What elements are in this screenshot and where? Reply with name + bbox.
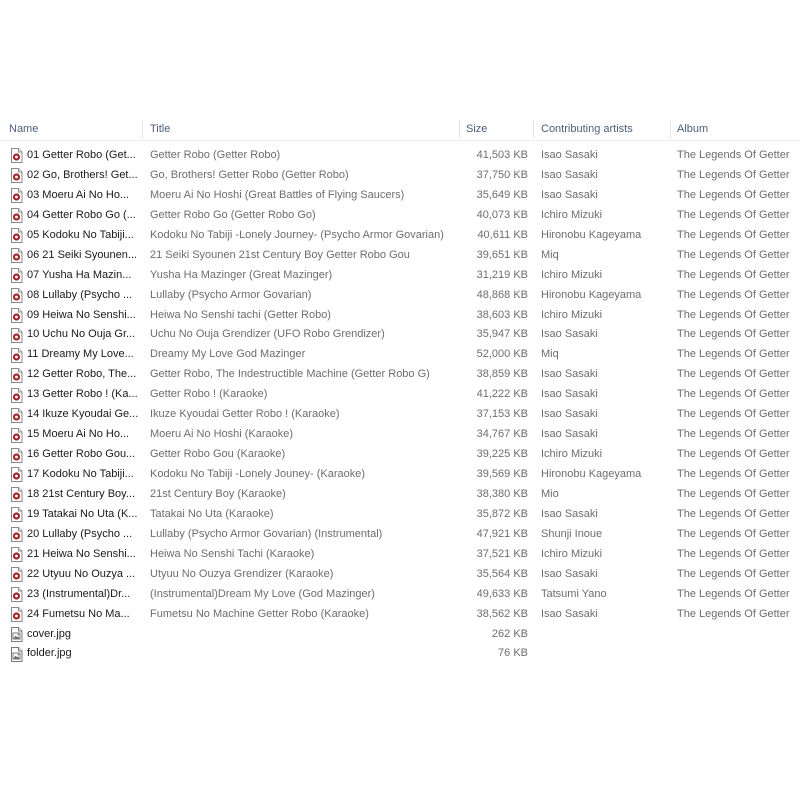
file-contributing-artist: Isao Sasaki <box>541 408 598 421</box>
file-album: The Legends Of Getter <box>677 368 790 381</box>
column-header-album[interactable]: Album <box>677 123 709 135</box>
column-header-contributing-artists[interactable]: Contributing artists <box>541 123 633 135</box>
file-title: Kodoku No Tabiji -Lonely Jouney- (Karaoke) <box>150 468 366 480</box>
file-album: The Legends Of Getter <box>677 408 790 421</box>
file-name[interactable]: 02 Go, Brothers! Get... <box>27 168 138 181</box>
file-size: 35,564 KB <box>476 567 528 580</box>
file-row[interactable] <box>0 505 800 525</box>
file-title: Getter Robo Gou (Karaoke) <box>150 448 286 461</box>
file-name[interactable]: 14 Ikuze Kyoudai Ge... <box>27 408 138 421</box>
file-name[interactable]: 09 Heiwa No Senshi... <box>27 308 136 321</box>
file-contributing-artist: Isao Sasaki <box>541 567 598 580</box>
file-album: The Legends Of Getter <box>677 607 790 620</box>
file-name[interactable]: 01 Getter Robo (Get... <box>27 149 136 161</box>
file-size: 76 KB <box>498 647 528 660</box>
file-row[interactable] <box>0 644 800 664</box>
file-name-cell[interactable] <box>10 465 138 485</box>
audio-file-icon <box>10 567 23 582</box>
file-album: The Legends Of Getter <box>677 228 790 241</box>
file-name-cell[interactable] <box>10 325 138 345</box>
file-name-cell[interactable] <box>10 545 138 565</box>
file-album: The Legends Of Getter <box>677 448 790 461</box>
file-contributing-artist: Miq <box>541 348 559 361</box>
file-name-cell[interactable] <box>10 585 138 605</box>
file-size: 35,947 KB <box>476 328 528 341</box>
file-contributing-artist: Ichiro Mizuki <box>541 448 603 461</box>
file-size: 39,569 KB <box>476 468 528 480</box>
file-album: The Legends Of Getter <box>677 288 790 301</box>
audio-file-icon <box>10 288 23 303</box>
file-album: The Legends Of Getter <box>677 208 790 221</box>
audio-file-icon <box>10 228 23 243</box>
file-name[interactable]: 05 Kodoku No Tabiji... <box>27 228 134 241</box>
file-name[interactable]: 04 Getter Robo Go (... <box>27 208 136 221</box>
file-contributing-artist: Isao Sasaki <box>541 607 598 620</box>
audio-file-icon <box>10 208 23 223</box>
file-album: The Legends Of Getter <box>677 468 790 480</box>
file-album: The Legends Of Getter <box>677 587 790 600</box>
file-title: Lullaby (Psycho Armor Govarian) (Instrumental) <box>150 527 383 540</box>
audio-file-icon <box>10 388 23 403</box>
file-size: 37,521 KB <box>476 547 528 560</box>
file-title: Utyuu No Ouzya Grendizer (Karaoke) <box>150 567 334 580</box>
file-title: Go, Brothers! Getter Robo (Getter Robo) <box>150 168 349 181</box>
file-title: 21st Century Boy (Karaoke) <box>150 487 286 500</box>
audio-file-icon <box>10 368 23 383</box>
file-contributing-artist: Hironobu Kageyama <box>541 228 642 241</box>
file-album: The Legends Of Getter <box>677 248 790 261</box>
column-divider[interactable] <box>459 120 460 138</box>
file-title: Getter Robo, The Indestructible Machine (Getter Robo G) <box>150 368 430 381</box>
file-name-cell[interactable] <box>10 625 138 645</box>
audio-file-icon <box>10 527 23 542</box>
file-size: 37,153 KB <box>476 408 528 421</box>
file-album: The Legends Of Getter <box>677 507 790 520</box>
file-name[interactable]: 07 Yusha Ha Mazin... <box>27 268 132 281</box>
file-title: Getter Robo ! (Karaoke) <box>150 388 268 401</box>
file-title: Getter Robo (Getter Robo) <box>150 149 281 161</box>
file-row[interactable] <box>0 226 800 246</box>
file-row[interactable] <box>0 365 800 385</box>
file-row[interactable] <box>0 146 800 166</box>
file-title: Heiwa No Senshi tachi (Getter Robo) <box>150 308 331 321</box>
file-row[interactable] <box>0 385 800 405</box>
audio-file-icon <box>10 487 23 502</box>
file-row[interactable] <box>0 266 800 286</box>
file-album: The Legends Of Getter <box>677 168 790 181</box>
column-divider[interactable] <box>670 120 671 138</box>
file-title: Moeru Ai No Hoshi (Karaoke) <box>150 428 294 441</box>
file-row[interactable] <box>0 345 800 365</box>
file-title: Dreamy My Love God Mazinger <box>150 348 306 361</box>
file-name-cell[interactable] <box>10 146 138 166</box>
file-title: Uchu No Ouja Grendizer (UFO Robo Grendizer) <box>150 328 385 341</box>
file-album: The Legends Of Getter <box>677 348 790 361</box>
file-row[interactable] <box>0 405 800 425</box>
file-name[interactable]: 23 (Instrumental)Dr... <box>27 587 131 600</box>
file-contributing-artist: Tatsumi Yano <box>541 587 607 600</box>
file-title: (Instrumental)Dream My Love (God Mazinger) <box>150 587 375 600</box>
file-row[interactable] <box>0 325 800 345</box>
file-name-cell[interactable] <box>10 505 138 525</box>
file-row[interactable] <box>0 186 800 206</box>
file-list <box>0 146 800 664</box>
file-name[interactable]: 08 Lullaby (Psycho ... <box>27 288 133 301</box>
file-size: 48,868 KB <box>476 288 528 301</box>
file-size: 41,503 KB <box>476 149 528 161</box>
file-album: The Legends Of Getter <box>677 188 790 201</box>
file-size: 40,611 KB <box>477 228 528 241</box>
column-header-size[interactable]: Size <box>466 123 488 135</box>
file-name-cell[interactable] <box>10 186 138 206</box>
image-file-icon <box>10 647 23 662</box>
file-name-cell[interactable] <box>10 266 138 286</box>
file-size: 37,750 KB <box>476 168 528 181</box>
file-contributing-artist: Mio <box>541 487 559 500</box>
file-title: Getter Robo Go (Getter Robo Go) <box>150 208 316 221</box>
file-row[interactable] <box>0 485 800 505</box>
audio-file-icon <box>10 168 23 183</box>
file-name[interactable]: cover.jpg <box>27 627 72 640</box>
file-row[interactable] <box>0 425 800 445</box>
file-size: 39,651 KB <box>476 248 528 261</box>
file-title: Tatakai No Uta (Karaoke) <box>150 507 274 520</box>
audio-file-icon <box>10 348 23 363</box>
file-contributing-artist: Ichiro Mizuki <box>541 208 603 221</box>
file-contributing-artist: Hironobu Kageyama <box>541 288 642 301</box>
file-name[interactable]: 22 Utyuu No Ouzya ... <box>27 567 136 580</box>
file-name-cell[interactable] <box>10 425 138 445</box>
audio-file-icon <box>10 428 23 443</box>
file-name-cell[interactable] <box>10 345 138 365</box>
audio-file-icon <box>10 547 23 562</box>
file-name-cell[interactable] <box>10 644 138 664</box>
file-name-cell[interactable] <box>10 365 138 385</box>
file-title: Yusha Ha Mazinger (Great Mazinger) <box>150 268 333 281</box>
file-name-cell[interactable] <box>10 206 138 226</box>
file-name[interactable]: 17 Kodoku No Tabiji... <box>27 468 134 480</box>
audio-file-icon <box>10 467 23 482</box>
file-size: 39,225 KB <box>476 448 528 461</box>
file-name[interactable]: 15 Moeru Ai No Ho... <box>27 428 130 441</box>
file-album: The Legends Of Getter <box>677 547 790 560</box>
file-size: 38,859 KB <box>476 368 528 381</box>
file-title: Fumetsu No Machine Getter Robo (Karaoke) <box>150 607 369 620</box>
file-name-cell[interactable] <box>10 226 138 246</box>
file-size: 35,649 KB <box>476 188 528 201</box>
file-size: 31,219 KB <box>476 268 528 281</box>
file-size: 47,921 KB <box>476 527 528 540</box>
file-contributing-artist: Isao Sasaki <box>541 428 598 441</box>
audio-file-icon <box>10 268 23 283</box>
file-contributing-artist: Shunji Inoue <box>541 527 603 540</box>
column-header-name[interactable]: Name <box>9 123 39 135</box>
file-album: The Legends Of Getter <box>677 328 790 341</box>
file-contributing-artist: Isao Sasaki <box>541 507 598 520</box>
file-name[interactable]: 19 Tatakai No Uta (K... <box>27 507 138 520</box>
file-row[interactable] <box>0 605 800 625</box>
file-row[interactable] <box>0 545 800 565</box>
file-contributing-artist: Ichiro Mizuki <box>541 308 603 321</box>
file-name-cell[interactable] <box>10 306 138 326</box>
file-contributing-artist: Isao Sasaki <box>541 368 598 381</box>
image-file-icon <box>10 627 23 642</box>
file-name[interactable]: 11 Dreamy My Love... <box>27 348 134 361</box>
file-album: The Legends Of Getter <box>677 428 790 441</box>
file-size: 41,222 KB <box>476 388 528 401</box>
file-album: The Legends Of Getter <box>677 308 790 321</box>
file-size: 38,380 KB <box>476 487 528 500</box>
file-name[interactable]: 20 Lullaby (Psycho ... <box>27 527 133 540</box>
audio-file-icon <box>10 188 23 203</box>
file-name[interactable]: 21 Heiwa No Senshi... <box>27 547 136 560</box>
file-name[interactable]: 10 Uchu No Ouja Gr... <box>27 328 136 341</box>
column-divider[interactable] <box>533 120 534 138</box>
file-row[interactable] <box>0 286 800 306</box>
file-title: Heiwa No Senshi Tachi (Karaoke) <box>150 547 315 560</box>
file-size: 38,562 KB <box>476 607 528 620</box>
file-size: 38,603 KB <box>476 308 528 321</box>
file-contributing-artist: Isao Sasaki <box>541 328 598 341</box>
file-size: 35,872 KB <box>476 507 528 520</box>
file-title: Moeru Ai No Hoshi (Great Battles of Flying Saucers) <box>150 188 405 201</box>
file-name[interactable]: 16 Getter Robo Gou... <box>27 448 136 461</box>
file-name[interactable]: 12 Getter Robo, The... <box>27 368 137 381</box>
audio-file-icon <box>10 148 23 163</box>
file-name-cell[interactable] <box>10 166 138 186</box>
file-row[interactable] <box>0 465 800 485</box>
column-header-title[interactable]: Title <box>150 123 171 135</box>
file-name-cell[interactable] <box>10 605 138 625</box>
file-row[interactable] <box>0 625 800 645</box>
file-album: The Legends Of Getter <box>677 268 790 281</box>
file-contributing-artist: Hironobu Kageyama <box>541 468 642 480</box>
file-name[interactable]: 24 Fumetsu No Ma... <box>27 607 130 620</box>
audio-file-icon <box>10 448 23 463</box>
file-contributing-artist: Isao Sasaki <box>541 168 598 181</box>
file-size: 262 KB <box>491 627 528 640</box>
file-name-cell[interactable] <box>10 385 138 405</box>
audio-file-icon <box>10 607 23 622</box>
file-size: 34,767 KB <box>476 428 528 441</box>
file-name-cell[interactable] <box>10 246 138 266</box>
file-contributing-artist: Isao Sasaki <box>541 188 598 201</box>
file-row[interactable] <box>0 525 800 545</box>
file-row[interactable] <box>0 206 800 226</box>
file-name-cell[interactable] <box>10 445 138 465</box>
audio-file-icon <box>10 408 23 423</box>
file-contributing-artist: Miq <box>541 248 559 261</box>
column-divider[interactable] <box>142 120 143 138</box>
file-row[interactable] <box>0 585 800 605</box>
file-name[interactable]: 13 Getter Robo ! (Ka... <box>27 388 138 401</box>
file-name[interactable]: folder.jpg <box>27 647 72 660</box>
file-contributing-artist: Isao Sasaki <box>541 388 598 401</box>
file-size: 40,073 KB <box>476 208 528 221</box>
file-contributing-artist: Ichiro Mizuki <box>541 547 603 560</box>
file-title: Lullaby (Psycho Armor Govarian) <box>150 288 312 301</box>
file-album: The Legends Of Getter <box>677 527 790 540</box>
file-album: The Legends Of Getter <box>677 567 790 580</box>
file-row[interactable] <box>0 166 800 186</box>
file-size: 49,633 KB <box>476 587 528 600</box>
file-name-cell[interactable] <box>10 485 138 505</box>
file-album: The Legends Of Getter <box>677 388 790 401</box>
audio-file-icon <box>10 587 23 602</box>
file-name[interactable]: 06 21 Seiki Syounen... <box>27 248 138 261</box>
file-album: The Legends Of Getter <box>677 149 790 161</box>
file-name[interactable]: 18 21st Century Boy... <box>27 487 136 500</box>
audio-file-icon <box>10 248 23 263</box>
file-contributing-artist: Isao Sasaki <box>541 149 598 161</box>
file-row[interactable] <box>0 246 800 266</box>
audio-file-icon <box>10 507 23 522</box>
file-row[interactable] <box>0 445 800 465</box>
column-header-bar <box>0 118 800 141</box>
file-name-cell[interactable] <box>10 286 138 306</box>
file-row[interactable] <box>0 306 800 326</box>
file-title: Ikuze Kyoudai Getter Robo ! (Karaoke) <box>150 408 340 421</box>
file-name[interactable]: 03 Moeru Ai No Ho... <box>27 188 130 201</box>
file-contributing-artist: Ichiro Mizuki <box>541 268 603 281</box>
audio-file-icon <box>10 328 23 343</box>
file-size: 52,000 KB <box>476 348 528 361</box>
file-row[interactable] <box>0 565 800 585</box>
file-album: The Legends Of Getter <box>677 487 790 500</box>
file-name-cell[interactable] <box>10 405 138 425</box>
audio-file-icon <box>10 308 23 323</box>
file-title: Kodoku No Tabiji -Lonely Journey- (Psycho Armor Govarian) <box>150 228 444 241</box>
file-name-cell[interactable] <box>10 565 138 585</box>
file-name-cell[interactable] <box>10 525 138 545</box>
file-title: 21 Seiki Syounen 21st Century Boy Getter Robo Gou <box>150 248 410 261</box>
